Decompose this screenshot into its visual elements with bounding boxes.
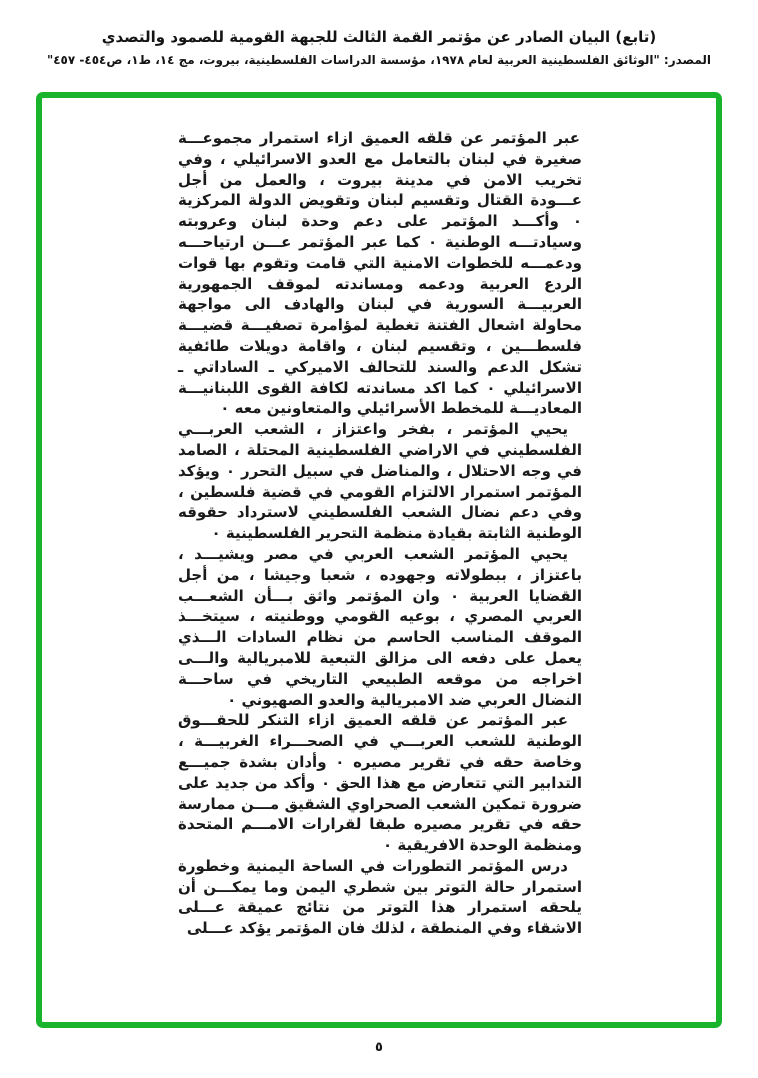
page-number: ٥: [375, 1040, 383, 1055]
paragraph-western-sahara: عبر المؤتمر عن قلقه العميق ازاء التنكر للحقـــوق الوطنية للشعب العربـــي في الصحـــراء الغربيـــة ، وخاصة حقه في تقرير مصيره ٠ وأدان بشدة جميـــع التدابير التي تتعارض مع هذا الحق ٠ وأكد من جديد على ضرورة تمكين الشعب الصحراوي الشقيق مـــن ممارسة حقه في تقرير مصيره طبقا لقرارات الامـــم المتحدة ومنظمة الوحدة الافريقية ٠: [178, 711, 582, 855]
document-title: (تابع) البيان الصادر عن مؤتمر القمة الثالث للجبهة القومية للصمود والتصدي: [101, 28, 657, 46]
paragraph-yemen-developments: درس المؤتمر التطورات في الساحة اليمنية وخطورة استمرار حالة التوتر بين شطري اليمن وما يمكـــن أن يلحقه استمرار هذا التوتر من نتائج عميقة عـــلى الاشقاء وفي المنطقة ، لذلك فان المؤتمر يؤكد عـــلى: [178, 856, 582, 938]
document-body: [178, 128, 582, 939]
page-header: [0, 0, 758, 67]
paragraph-palestinian-people: يحيي المؤتمر ، بفخر واعتزاز ، الشعب العربـــي الفلسطيني في الاراضي الفلسطينية المحتلة ، الصامد في وجه الاحتلال ، والمناضل في سبيل التحرر ٠ ويؤكد المؤتمر استمرار الالتزام القومي في قضية فلسطين ، وفي دعم نضال الشعب الفلسطيني لاسترداد حقوقه الوطنية الثابتة بقيادة منظمة التحرير الفلسطينية ٠: [178, 420, 582, 543]
source-citation: المصدر: "الوثائق الفلسطينية العربية لعام ١٩٧٨، مؤسسة الدراسات الفلسطينية، بيروت، مج ١٤، ط١، ص٤٥٤- ٤٥٧": [46, 53, 712, 67]
paragraph-egyptian-people: يحيي المؤتمر الشعب العربي في مصر ويشيـــد ، باعتزاز ، ببطولاته وجهوده ، شعبا وجيشا ، من أجل القضايا العربية ٠ وان المؤتمر واثق بـــأن الشعـــب العربي المصري ، بوعيه القومي ووطنيته ، سيتخـــذ الموقف المناسب الحاسم من نظام السادات الـــذي يعمل على دفعه الى مزالق التبعية للامبريالية والـــى اخراجه من موقعه الطبيعي التاريخي في ساحـــة النضال العربي ضد الامبريالية والعدو الصهيوني ٠: [178, 544, 582, 709]
paragraph-lebanon-situation: عبر المؤتمر عن قلقه العميق ازاء استمرار مجموعـــة صغيرة في لبنان بالتعامل مع العدو الاسرائيلي ، وفي تخريب الامن في مدينة بيروت ، والعمل من أجل عـــودة القتال وتقسيم لبنان وتقويض الدولة المركزية ٠ وأكـــد المؤتمر على دعم وحدة لبنان وعروبته وسيادتـــه الوطنية ٠ كما عبر المؤتمر عـــن ارتياحـــه ودعمـــه للخطوات الامنية التي قامت وتقوم بها قوات الردع العربية ودعمه ومساندته لموقف الجمهورية العربيـــة السورية في لبنان والهادف الى مواجهة محاولة اشعال الفتنة تغطية لمؤامرة تصفيـــة قضيـــة فلسطـــين ، وتقسيم لبنان ، واقامة دويلات طائفية تشكل الدعم والسند للتحالف الاميركي ـ الساداتي ـ الاسرائيلي ٠ كما اكد مساندته لكافة القوى اللبنانيـــة المعاديـــة للمخطط الأسرائيلي والمتعاونين معه ٠: [178, 129, 582, 418]
